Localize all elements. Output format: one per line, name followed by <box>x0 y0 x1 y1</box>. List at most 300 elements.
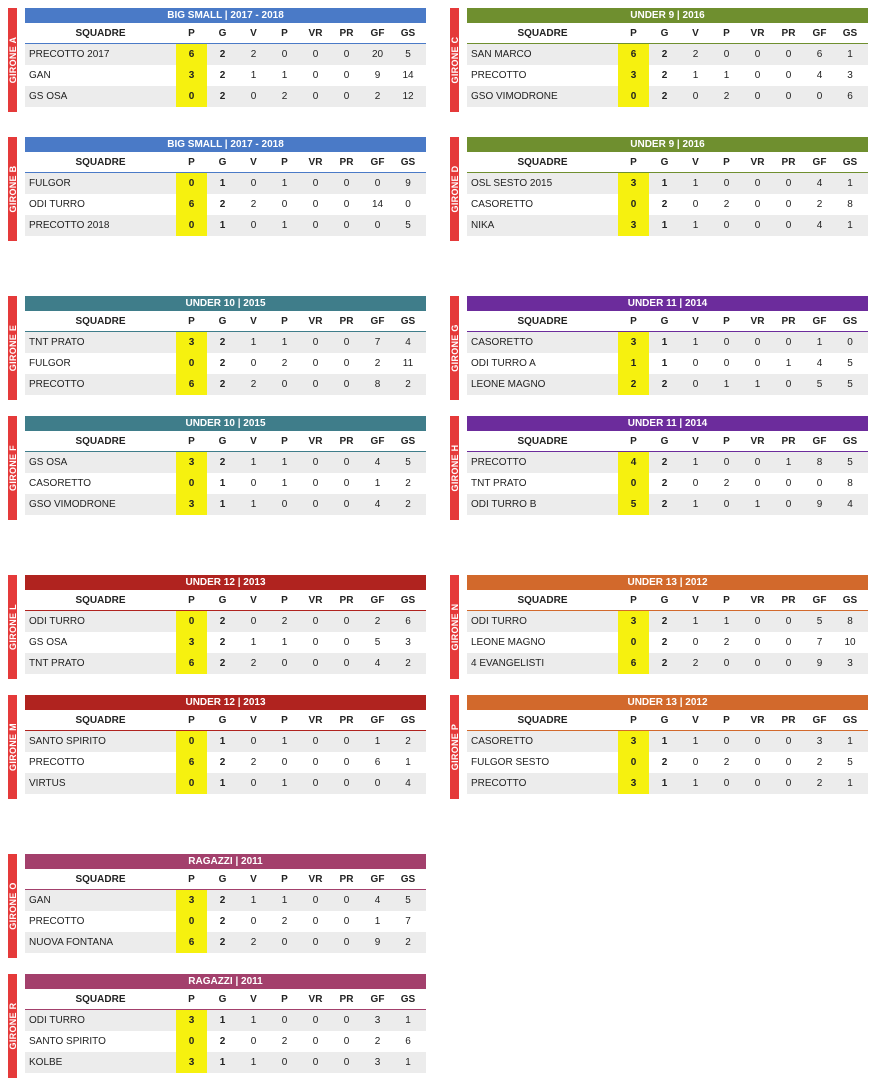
header-losses: P <box>723 157 730 168</box>
team-name: VIRTUS <box>29 778 66 789</box>
wins-value: 1 <box>692 70 699 81</box>
group-label-bar <box>8 137 17 241</box>
goals-for-value: 2 <box>374 358 381 369</box>
goals-for-value: 3 <box>374 1057 381 1068</box>
table-header <box>25 23 426 44</box>
games-value: 2 <box>219 658 226 669</box>
vr-value: 0 <box>312 220 319 231</box>
losses-value: 2 <box>723 199 730 210</box>
header-pr: PR <box>781 595 796 606</box>
header-points: P <box>630 436 637 447</box>
header-team: SQUADRE <box>517 715 568 726</box>
table-header <box>25 152 426 173</box>
header-wins: V <box>692 715 699 726</box>
goals-against-value: 1 <box>405 757 411 768</box>
header-team: SQUADRE <box>75 316 126 327</box>
pr-value: 1 <box>785 457 792 468</box>
header-losses: P <box>723 316 730 327</box>
group-label: GIRONE C <box>449 36 460 84</box>
points-value: 0 <box>176 1031 207 1052</box>
group-label: GIRONE A <box>7 36 18 84</box>
wins-value: 1 <box>692 616 699 627</box>
header-pr: PR <box>339 994 354 1005</box>
games-value: 2 <box>219 616 226 627</box>
group-label-bar <box>8 8 17 112</box>
table-row <box>467 653 868 674</box>
table-body <box>467 452 868 515</box>
team-name: PRECOTTO <box>29 916 85 927</box>
points-value: 0 <box>176 473 207 494</box>
table-header <box>25 989 426 1010</box>
header-goals-for: GF <box>812 436 827 447</box>
losses-value: 0 <box>723 178 730 189</box>
pr-value: 0 <box>785 736 792 747</box>
table-row <box>25 374 426 395</box>
goals-against-value: 1 <box>405 1057 411 1068</box>
standings-table <box>25 575 426 679</box>
vr-value: 0 <box>754 637 761 648</box>
wins-value: 2 <box>692 658 699 669</box>
vr-value: 0 <box>754 178 761 189</box>
vr-value: 0 <box>754 358 761 369</box>
goals-against-value: 5 <box>405 457 411 468</box>
team-name: PRECOTTO <box>471 457 527 468</box>
pr-value: 0 <box>343 499 350 510</box>
group-label-bar <box>450 8 459 112</box>
games-value: 2 <box>219 91 226 102</box>
games-value: 2 <box>219 70 226 81</box>
header-pr: PR <box>339 28 354 39</box>
losses-value: 0 <box>281 379 288 390</box>
header-goals-against: GS <box>842 28 858 39</box>
standings-table <box>25 974 426 1078</box>
losses-value: 1 <box>281 337 288 348</box>
group-label-bar <box>450 416 459 520</box>
vr-value: 0 <box>754 220 761 231</box>
header-games: G <box>660 316 669 327</box>
header-losses: P <box>281 28 288 39</box>
table-row <box>25 173 426 194</box>
group-label-bar <box>8 416 17 520</box>
games-value: 2 <box>219 337 226 348</box>
team-name: GS OSA <box>29 637 68 648</box>
goals-for-value: 1 <box>374 736 381 747</box>
vr-value: 0 <box>312 1015 319 1026</box>
table-row <box>25 353 426 374</box>
standings-table <box>467 296 868 400</box>
table-row <box>25 473 426 494</box>
games-value: 2 <box>661 91 668 102</box>
wins-value: 1 <box>692 736 699 747</box>
goals-against-value: 2 <box>405 478 411 489</box>
header-team: SQUADRE <box>75 994 126 1005</box>
pr-value: 0 <box>785 637 792 648</box>
category-title: UNDER 9 | 2016 <box>467 8 868 23</box>
header-wins: V <box>250 874 257 885</box>
pr-value: 0 <box>343 457 350 468</box>
team-name: PRECOTTO <box>29 757 85 768</box>
header-games: G <box>218 28 227 39</box>
header-pr: PR <box>339 595 354 606</box>
losses-value: 2 <box>281 91 288 102</box>
pr-value: 0 <box>343 637 350 648</box>
losses-value: 1 <box>723 379 730 390</box>
goals-against-value: 3 <box>847 70 853 81</box>
goals-for-value: 1 <box>374 916 381 927</box>
header-goals-against: GS <box>842 316 858 327</box>
team-name: ODI TURRO <box>29 616 85 627</box>
table-row <box>467 44 868 65</box>
table-row <box>467 773 868 794</box>
header-games: G <box>218 436 227 447</box>
group-standings <box>8 854 433 958</box>
goals-for-value: 9 <box>374 70 381 81</box>
header-losses: P <box>723 715 730 726</box>
group-standings <box>8 137 433 241</box>
table-body <box>25 452 426 515</box>
goals-against-value: 1 <box>847 220 853 231</box>
losses-value: 0 <box>723 499 730 510</box>
header-team: SQUADRE <box>75 595 126 606</box>
points-value: 0 <box>176 731 207 752</box>
team-name: TNT PRATO <box>471 478 527 489</box>
points-value: 3 <box>618 173 649 194</box>
goals-for-value: 0 <box>374 778 381 789</box>
goals-for-value: 4 <box>374 499 381 510</box>
header-wins: V <box>692 436 699 447</box>
header-team: SQUADRE <box>75 436 126 447</box>
header-games: G <box>218 994 227 1005</box>
vr-value: 0 <box>754 778 761 789</box>
table-row <box>467 473 868 494</box>
header-points: P <box>630 595 637 606</box>
group-label-bar <box>8 575 17 679</box>
games-value: 1 <box>661 337 668 348</box>
team-name: GAN <box>29 70 51 81</box>
group-label: GIRONE H <box>449 444 460 492</box>
goals-against-value: 10 <box>844 637 856 648</box>
goals-for-value: 4 <box>374 895 381 906</box>
vr-value: 0 <box>312 637 319 648</box>
losses-value: 2 <box>723 478 730 489</box>
team-name: SANTO SPIRITO <box>29 736 106 747</box>
team-name: PRECOTTO <box>29 379 85 390</box>
group-standings <box>450 575 875 679</box>
points-value: 6 <box>176 653 207 674</box>
header-vr: VR <box>308 28 323 39</box>
vr-value: 0 <box>312 616 319 627</box>
header-goals-against: GS <box>400 874 416 885</box>
points-value: 0 <box>176 215 207 236</box>
pr-value: 0 <box>343 757 350 768</box>
goals-against-value: 1 <box>847 736 853 747</box>
team-name: NUOVA FONTANA <box>29 937 114 948</box>
goals-against-value: 2 <box>405 736 411 747</box>
table-body <box>25 173 426 236</box>
losses-value: 2 <box>723 757 730 768</box>
goals-for-value: 9 <box>816 658 823 669</box>
losses-value: 1 <box>723 616 730 627</box>
group-label: GIRONE M <box>7 723 18 771</box>
header-team: SQUADRE <box>75 874 126 885</box>
wins-value: 0 <box>692 478 699 489</box>
points-value: 6 <box>176 932 207 953</box>
header-games: G <box>660 436 669 447</box>
goals-against-value: 2 <box>405 499 411 510</box>
vr-value: 0 <box>312 358 319 369</box>
wins-value: 0 <box>250 178 257 189</box>
header-games: G <box>218 874 227 885</box>
header-goals-for: GF <box>370 994 385 1005</box>
pr-value: 0 <box>785 478 792 489</box>
team-name: PRECOTTO 2017 <box>29 49 110 60</box>
header-vr: VR <box>750 28 765 39</box>
pr-value: 0 <box>343 616 350 627</box>
losses-value: 0 <box>723 49 730 60</box>
vr-value: 0 <box>312 658 319 669</box>
games-value: 1 <box>219 478 226 489</box>
goals-against-value: 8 <box>847 478 853 489</box>
header-games: G <box>218 595 227 606</box>
goals-for-value: 9 <box>816 499 823 510</box>
team-name: ODI TURRO B <box>471 499 537 510</box>
vr-value: 0 <box>312 1057 319 1068</box>
pr-value: 0 <box>343 220 350 231</box>
header-vr: VR <box>308 316 323 327</box>
goals-for-value: 4 <box>816 220 823 231</box>
games-value: 2 <box>661 637 668 648</box>
vr-value: 0 <box>312 937 319 948</box>
goals-against-value: 3 <box>847 658 853 669</box>
header-goals-for: GF <box>370 595 385 606</box>
vr-value: 0 <box>312 379 319 390</box>
team-name: OSL SESTO 2015 <box>471 178 553 189</box>
goals-against-value: 1 <box>847 178 853 189</box>
wins-value: 0 <box>250 1036 257 1047</box>
standings-table <box>467 8 868 112</box>
games-value: 1 <box>219 736 226 747</box>
header-vr: VR <box>750 316 765 327</box>
standings-table <box>25 137 426 241</box>
games-value: 2 <box>661 499 668 510</box>
header-goals-against: GS <box>400 994 416 1005</box>
group-standings <box>450 137 875 241</box>
vr-value: 0 <box>312 178 319 189</box>
table-header <box>25 590 426 611</box>
table-body <box>467 731 868 794</box>
table-row <box>25 932 426 953</box>
header-goals-against: GS <box>400 436 416 447</box>
games-value: 2 <box>661 658 668 669</box>
losses-value: 1 <box>281 70 288 81</box>
table-row <box>467 611 868 632</box>
games-value: 1 <box>219 220 226 231</box>
points-value: 3 <box>618 215 649 236</box>
goals-for-value: 2 <box>374 91 381 102</box>
header-goals-against: GS <box>400 157 416 168</box>
header-pr: PR <box>339 715 354 726</box>
goals-against-value: 4 <box>405 778 411 789</box>
goals-against-value: 6 <box>405 1036 411 1047</box>
losses-value: 0 <box>281 49 288 60</box>
goals-for-value: 1 <box>816 337 823 348</box>
points-value: 3 <box>618 773 649 794</box>
team-name: GSO VIMODRONE <box>471 91 558 102</box>
losses-value: 0 <box>723 337 730 348</box>
category-title: UNDER 12 | 2013 <box>25 695 426 710</box>
table-row <box>25 1010 426 1031</box>
header-points: P <box>630 28 637 39</box>
wins-value: 0 <box>250 478 257 489</box>
goals-against-value: 7 <box>405 916 411 927</box>
wins-value: 1 <box>692 499 699 510</box>
pr-value: 0 <box>343 895 350 906</box>
goals-against-value: 5 <box>405 895 411 906</box>
losses-value: 0 <box>281 199 288 210</box>
table-body <box>467 173 868 236</box>
group-label: GIRONE P <box>449 723 460 771</box>
table-row <box>467 452 868 473</box>
games-value: 2 <box>661 199 668 210</box>
team-name: ODI TURRO <box>29 1015 85 1026</box>
losses-value: 0 <box>281 1057 288 1068</box>
vr-value: 0 <box>312 916 319 927</box>
header-pr: PR <box>339 874 354 885</box>
points-value: 3 <box>176 1052 207 1073</box>
header-goals-for: GF <box>812 595 827 606</box>
header-wins: V <box>250 28 257 39</box>
losses-value: 2 <box>281 1036 288 1047</box>
points-value: 2 <box>618 374 649 395</box>
games-value: 2 <box>219 895 226 906</box>
table-header <box>25 311 426 332</box>
goals-for-value: 8 <box>374 379 381 390</box>
header-wins: V <box>692 157 699 168</box>
goals-against-value: 2 <box>405 379 411 390</box>
header-games: G <box>218 157 227 168</box>
category-title: UNDER 13 | 2012 <box>467 695 868 710</box>
goals-for-value: 8 <box>816 457 823 468</box>
header-vr: VR <box>750 436 765 447</box>
team-name: PRECOTTO 2018 <box>29 220 110 231</box>
losses-value: 0 <box>723 658 730 669</box>
vr-value: 0 <box>754 736 761 747</box>
header-goals-for: GF <box>812 157 827 168</box>
losses-value: 1 <box>281 637 288 648</box>
header-points: P <box>630 316 637 327</box>
table-row <box>25 65 426 86</box>
games-value: 2 <box>219 457 226 468</box>
table-row <box>25 1052 426 1073</box>
table-row <box>25 494 426 515</box>
losses-value: 0 <box>281 937 288 948</box>
category-title: UNDER 11 | 2014 <box>467 416 868 431</box>
header-vr: VR <box>308 436 323 447</box>
games-value: 2 <box>219 49 226 60</box>
team-name: TNT PRATO <box>29 337 85 348</box>
pr-value: 0 <box>785 337 792 348</box>
group-standings <box>8 974 433 1078</box>
goals-against-value: 1 <box>405 1015 411 1026</box>
pr-value: 0 <box>343 178 350 189</box>
vr-value: 0 <box>312 91 319 102</box>
header-goals-against: GS <box>842 157 858 168</box>
wins-value: 0 <box>692 358 699 369</box>
table-header <box>25 869 426 890</box>
table-row <box>25 611 426 632</box>
header-pr: PR <box>339 157 354 168</box>
standings-table <box>25 296 426 400</box>
header-goals-against: GS <box>842 436 858 447</box>
team-name: GAN <box>29 895 51 906</box>
standings-table <box>467 137 868 241</box>
goals-for-value: 20 <box>371 49 384 60</box>
vr-value: 1 <box>754 499 761 510</box>
standings-table <box>467 416 868 520</box>
team-name: KOLBE <box>29 1057 63 1068</box>
goals-for-value: 5 <box>374 637 381 648</box>
wins-value: 1 <box>692 178 699 189</box>
header-vr: VR <box>308 157 323 168</box>
vr-value: 0 <box>312 757 319 768</box>
games-value: 2 <box>661 478 668 489</box>
goals-against-value: 5 <box>405 220 411 231</box>
team-name: FULGOR SESTO <box>471 757 550 768</box>
wins-value: 1 <box>250 637 257 648</box>
goals-against-value: 1 <box>847 49 853 60</box>
header-goals-for: GF <box>812 28 827 39</box>
table-row <box>25 194 426 215</box>
team-name: GS OSA <box>29 457 68 468</box>
pr-value: 0 <box>343 658 350 669</box>
header-points: P <box>188 595 195 606</box>
header-wins: V <box>250 316 257 327</box>
header-points: P <box>188 715 195 726</box>
table-row <box>25 332 426 353</box>
points-value: 3 <box>618 611 649 632</box>
pr-value: 0 <box>785 49 792 60</box>
goals-against-value: 2 <box>405 658 411 669</box>
goals-for-value: 4 <box>374 658 381 669</box>
vr-value: 0 <box>754 199 761 210</box>
goals-against-value: 5 <box>847 757 853 768</box>
table-row <box>25 86 426 107</box>
pr-value: 0 <box>343 916 350 927</box>
games-value: 1 <box>661 178 668 189</box>
vr-value: 0 <box>312 49 319 60</box>
games-value: 1 <box>661 358 668 369</box>
header-goals-for: GF <box>370 715 385 726</box>
table-header <box>467 590 868 611</box>
pr-value: 0 <box>343 358 350 369</box>
header-wins: V <box>692 316 699 327</box>
points-value: 0 <box>176 611 207 632</box>
losses-value: 0 <box>281 757 288 768</box>
vr-value: 0 <box>312 70 319 81</box>
team-name: GS OSA <box>29 91 68 102</box>
team-name: PRECOTTO <box>471 70 527 81</box>
table-row <box>467 194 868 215</box>
pr-value: 0 <box>785 778 792 789</box>
losses-value: 1 <box>281 220 288 231</box>
table-body <box>25 44 426 107</box>
games-value: 2 <box>661 379 668 390</box>
group-standings <box>450 695 875 799</box>
team-name: SAN MARCO <box>471 49 532 60</box>
wins-value: 0 <box>250 358 257 369</box>
team-name: CASORETTO <box>471 736 534 747</box>
header-losses: P <box>723 28 730 39</box>
